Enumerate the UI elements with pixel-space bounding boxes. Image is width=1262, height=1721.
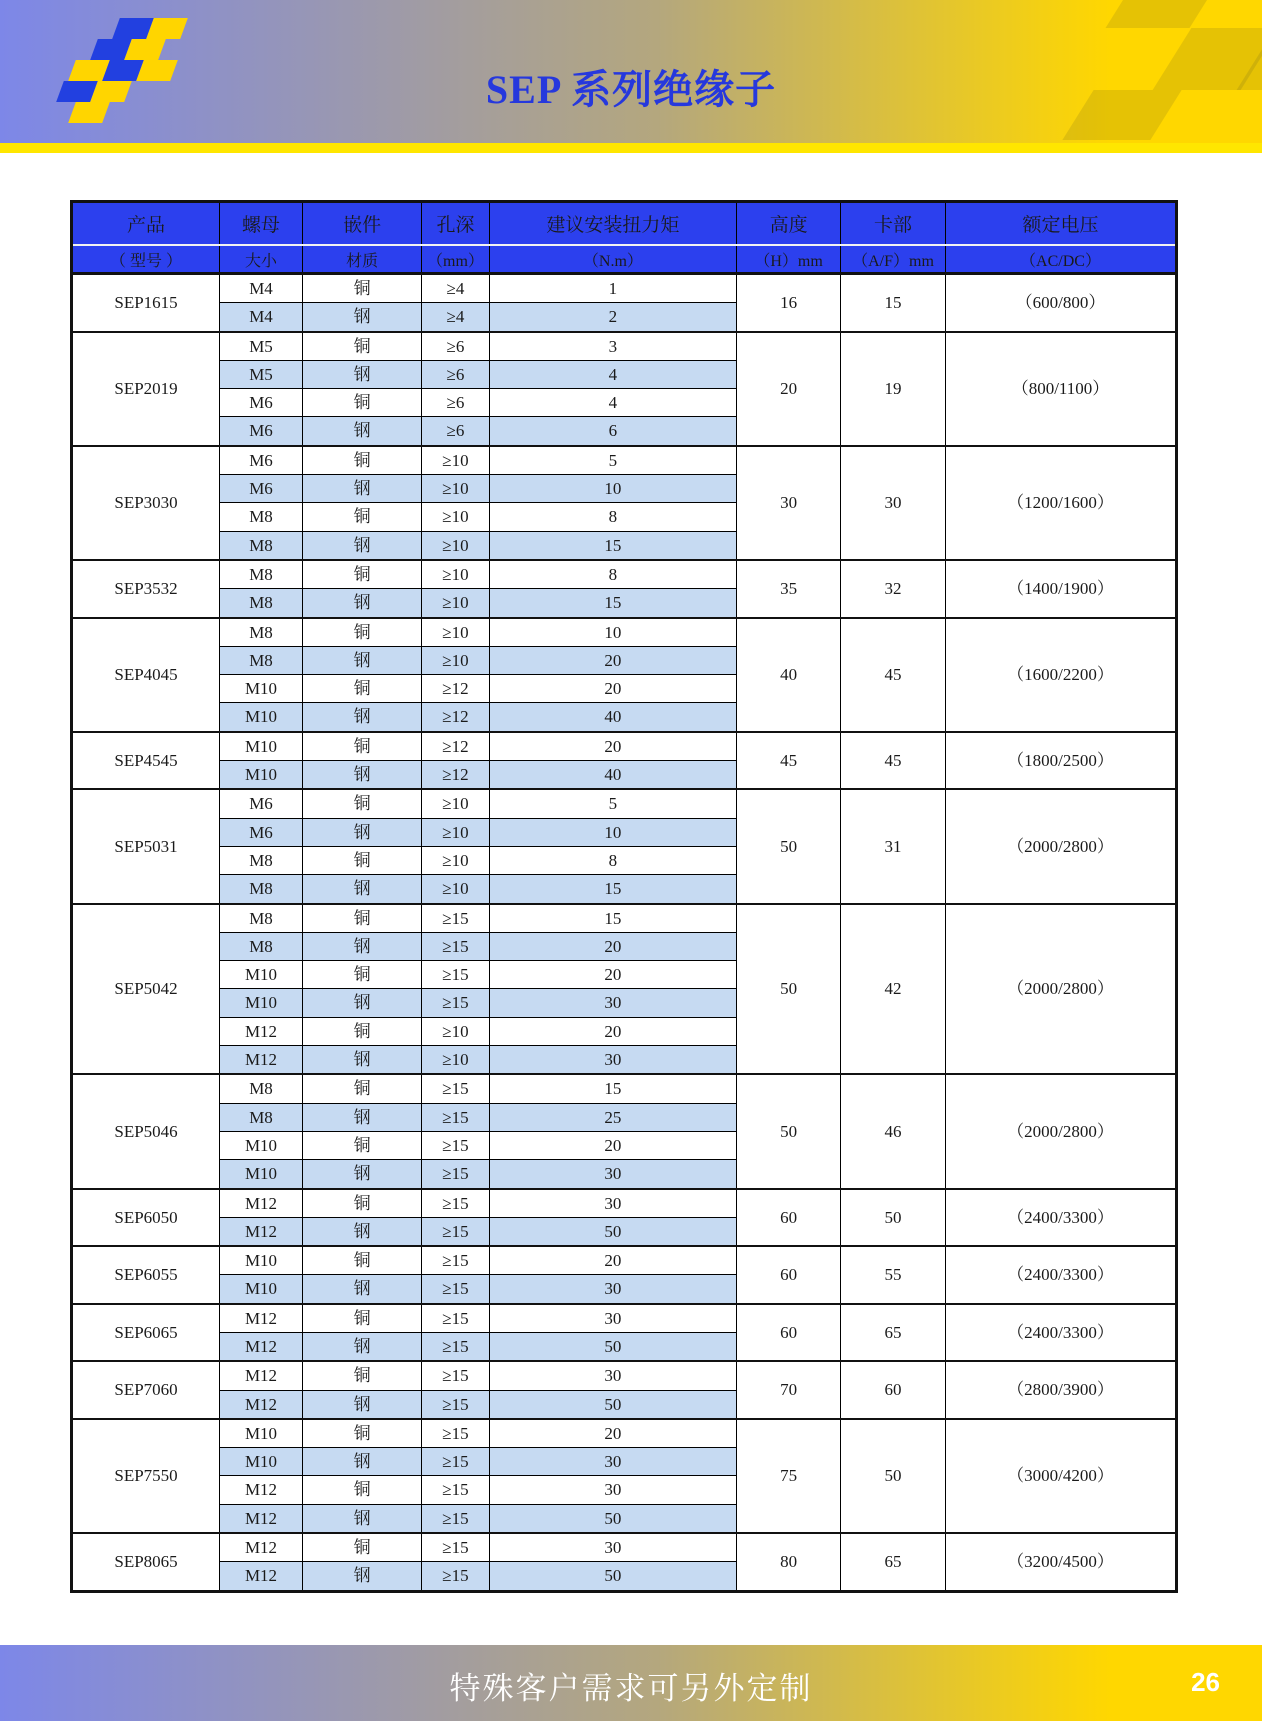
insert-material-cell: 铜 [302,1533,421,1562]
hole-depth-cell: ≥15 [422,1189,489,1218]
af-cell: 19 [841,332,946,446]
torque-cell: 30 [489,1476,737,1504]
product-model-cell: SEP6050 [72,1189,220,1247]
af-cell: 60 [841,1361,946,1419]
voltage-cell: （1800/2500） [946,732,1177,790]
spec-row [72,1533,1177,1562]
nut-size-cell: M12 [220,1390,303,1419]
height-cell: 45 [737,732,841,790]
insert-material-cell: 铜 [302,1131,421,1159]
height-cell: 35 [737,560,841,618]
spec-table [70,200,1178,1593]
hole-depth-cell: ≥12 [422,761,489,790]
voltage-cell: （1400/1900） [946,560,1177,618]
col-nut-title: 螺母 [220,202,303,246]
torque-cell: 20 [489,675,737,703]
height-cell: 40 [737,618,841,732]
nut-size-cell: M8 [220,1074,303,1103]
spec-row [72,446,1177,475]
nut-size-cell: M8 [220,560,303,589]
hole-depth-cell: ≥15 [422,1476,489,1504]
nut-size-cell: M10 [220,1160,303,1189]
insert-material-cell: 钢 [302,303,421,332]
nut-size-cell: M12 [220,1332,303,1361]
nut-size-cell: M10 [220,675,303,703]
torque-cell: 10 [489,818,737,846]
col-product-title: 产品 [72,202,220,246]
hole-depth-cell: ≥6 [422,360,489,388]
insert-material-cell: 钢 [302,417,421,446]
torque-cell: 4 [489,360,737,388]
col-depth-title: 孔深 [422,202,489,246]
insert-material-cell: 铜 [302,1476,421,1504]
table-header-row-2 [72,245,1177,274]
hole-depth-cell: ≥15 [422,1246,489,1275]
hole-depth-cell: ≥15 [422,1131,489,1159]
insert-material-cell: 钢 [302,875,421,904]
hole-depth-cell: ≥6 [422,417,489,446]
hole-depth-cell: ≥15 [422,1419,489,1448]
height-cell: 60 [737,1246,841,1304]
torque-cell: 50 [489,1332,737,1361]
af-cell: 42 [841,904,946,1075]
voltage-cell: （3000/4200） [946,1419,1177,1533]
col-insert-sub: 材质 [302,245,421,274]
col-insert-title: 嵌件 [302,202,421,246]
col-height-sub: （H）mm [737,245,841,274]
nut-size-cell: M12 [220,1476,303,1504]
nut-size-cell: M10 [220,1419,303,1448]
hole-depth-cell: ≥4 [422,274,489,303]
nut-size-cell: M12 [220,1562,303,1591]
insert-material-cell: 铜 [302,1304,421,1333]
hole-depth-cell: ≥10 [422,646,489,674]
nut-size-cell: M10 [220,703,303,732]
hole-depth-cell: ≥12 [422,732,489,761]
insert-material-cell: 钢 [302,761,421,790]
col-product-sub: （ 型号 ） [72,245,220,274]
insert-material-cell: 钢 [302,1275,421,1304]
insert-material-cell: 铜 [302,1361,421,1390]
voltage-cell: （2000/2800） [946,1074,1177,1188]
hole-depth-cell: ≥10 [422,560,489,589]
nut-size-cell: M12 [220,1017,303,1045]
nut-size-cell: M10 [220,761,303,790]
height-cell: 16 [737,274,841,332]
product-model-cell: SEP8065 [72,1533,220,1591]
footer-note: 特殊客户需求可另外定制 [449,1671,813,1706]
af-cell: 65 [841,1533,946,1591]
insert-material-cell: 铜 [302,675,421,703]
header-accent-strip [0,143,1262,153]
spec-row [72,332,1177,361]
nut-size-cell: M6 [220,789,303,818]
insert-material-cell: 钢 [302,1448,421,1476]
product-model-cell: SEP3532 [72,560,220,618]
nut-size-cell: M12 [220,1504,303,1533]
insert-material-cell: 铜 [302,846,421,874]
page-title: SEP 系列绝缘子 [485,67,777,112]
hole-depth-cell: ≥10 [422,503,489,531]
torque-cell: 10 [489,475,737,503]
nut-size-cell: M10 [220,961,303,989]
nut-size-cell: M8 [220,531,303,560]
hole-depth-cell: ≥15 [422,904,489,933]
height-cell: 20 [737,332,841,446]
hole-depth-cell: ≥15 [422,932,489,960]
nut-size-cell: M6 [220,475,303,503]
hole-depth-cell: ≥15 [422,1217,489,1246]
hole-depth-cell: ≥15 [422,1275,489,1304]
voltage-cell: （2400/3300） [946,1304,1177,1362]
nut-size-cell: M5 [220,332,303,361]
torque-cell: 30 [489,1533,737,1562]
nut-size-cell: M8 [220,932,303,960]
nut-size-cell: M4 [220,274,303,303]
hole-depth-cell: ≥15 [422,1562,489,1591]
insert-material-cell: 钢 [302,932,421,960]
insert-material-cell: 铜 [302,389,421,417]
af-cell: 65 [841,1304,946,1362]
insert-material-cell: 铜 [302,732,421,761]
hole-depth-cell: ≥6 [422,389,489,417]
insert-material-cell: 铜 [302,1017,421,1045]
torque-cell: 20 [489,1131,737,1159]
voltage-cell: （600/800） [946,274,1177,332]
torque-cell: 30 [489,1304,737,1333]
insert-material-cell: 钢 [302,646,421,674]
nut-size-cell: M4 [220,303,303,332]
insert-material-cell: 钢 [302,1504,421,1533]
height-cell: 70 [737,1361,841,1419]
hole-depth-cell: ≥12 [422,703,489,732]
af-cell: 45 [841,732,946,790]
af-cell: 50 [841,1189,946,1247]
nut-size-cell: M12 [220,1304,303,1333]
nut-size-cell: M6 [220,446,303,475]
spec-row [72,904,1177,933]
voltage-cell: （2800/3900） [946,1361,1177,1419]
torque-cell: 30 [489,1189,737,1218]
insert-material-cell: 铜 [302,961,421,989]
spec-row [72,1246,1177,1275]
spec-table-body [72,274,1177,1592]
nut-size-cell: M6 [220,417,303,446]
nut-size-cell: M10 [220,1131,303,1159]
insert-material-cell: 铜 [302,1419,421,1448]
torque-cell: 50 [489,1562,737,1591]
nut-size-cell: M8 [220,503,303,531]
nut-size-cell: M5 [220,360,303,388]
spec-row [72,274,1177,303]
torque-cell: 30 [489,1046,737,1075]
torque-cell: 4 [489,389,737,417]
col-nut-sub: 大小 [220,245,303,274]
table-header-row-1 [72,202,1177,246]
insert-material-cell: 铜 [302,1246,421,1275]
page-body [0,200,1262,1593]
torque-cell: 50 [489,1390,737,1419]
insert-material-cell: 钢 [302,1217,421,1246]
product-model-cell: SEP2019 [72,332,220,446]
torque-cell: 20 [489,1419,737,1448]
col-torque-sub: （N.m） [489,245,737,274]
nut-size-cell: M10 [220,1246,303,1275]
nut-size-cell: M10 [220,989,303,1017]
hole-depth-cell: ≥6 [422,332,489,361]
hole-depth-cell: ≥15 [422,1160,489,1189]
torque-cell: 8 [489,846,737,874]
af-cell: 32 [841,560,946,618]
hole-depth-cell: ≥15 [422,989,489,1017]
hole-depth-cell: ≥10 [422,589,489,618]
insert-material-cell: 钢 [302,1103,421,1131]
insert-material-cell: 钢 [302,989,421,1017]
col-torque-title: 建议安装扭力矩 [489,202,737,246]
height-cell: 60 [737,1189,841,1247]
col-height-title: 高度 [737,202,841,246]
torque-cell: 30 [489,989,737,1017]
af-cell: 31 [841,789,946,903]
height-cell: 80 [737,1533,841,1591]
page-header [0,0,1262,143]
torque-cell: 8 [489,503,737,531]
page-number: 26 [1191,1667,1220,1697]
hole-depth-cell: ≥15 [422,1332,489,1361]
torque-cell: 5 [489,789,737,818]
insert-material-cell: 铜 [302,332,421,361]
hole-depth-cell: ≥15 [422,961,489,989]
voltage-cell: （3200/4500） [946,1533,1177,1591]
torque-cell: 20 [489,732,737,761]
insert-material-cell: 钢 [302,531,421,560]
col-voltage-title: 额定电压 [946,202,1177,246]
insert-material-cell: 钢 [302,1046,421,1075]
nut-size-cell: M10 [220,1275,303,1304]
af-cell: 45 [841,618,946,732]
nut-size-cell: M12 [220,1217,303,1246]
nut-size-cell: M8 [220,846,303,874]
torque-cell: 30 [489,1361,737,1390]
hole-depth-cell: ≥10 [422,1046,489,1075]
hole-depth-cell: ≥10 [422,846,489,874]
spec-row [72,1189,1177,1218]
height-cell: 30 [737,446,841,560]
torque-cell: 2 [489,303,737,332]
torque-cell: 6 [489,417,737,446]
product-model-cell: SEP6055 [72,1246,220,1304]
torque-cell: 1 [489,274,737,303]
nut-size-cell: M8 [220,618,303,647]
product-model-cell: SEP5031 [72,789,220,903]
torque-cell: 15 [489,904,737,933]
product-model-cell: SEP6065 [72,1304,220,1362]
hole-depth-cell: ≥15 [422,1103,489,1131]
insert-material-cell: 钢 [302,360,421,388]
hole-depth-cell: ≥10 [422,875,489,904]
insert-material-cell: 铜 [302,274,421,303]
torque-cell: 5 [489,446,737,475]
height-cell: 50 [737,904,841,1075]
page-footer [0,1645,1262,1721]
nut-size-cell: M8 [220,589,303,618]
nut-size-cell: M12 [220,1046,303,1075]
col-voltage-sub: （AC/DC） [946,245,1177,274]
voltage-cell: （800/1100） [946,332,1177,446]
voltage-cell: （2400/3300） [946,1189,1177,1247]
torque-cell: 15 [489,531,737,560]
nut-size-cell: M10 [220,1448,303,1476]
insert-material-cell: 铜 [302,789,421,818]
torque-cell: 20 [489,1017,737,1045]
hole-depth-cell: ≥10 [422,475,489,503]
hole-depth-cell: ≥10 [422,818,489,846]
spec-row [72,732,1177,761]
af-cell: 30 [841,446,946,560]
nut-size-cell: M8 [220,646,303,674]
product-model-cell: SEP1615 [72,274,220,332]
af-cell: 50 [841,1419,946,1533]
product-model-cell: SEP3030 [72,446,220,560]
height-cell: 50 [737,1074,841,1188]
voltage-cell: （2400/3300） [946,1246,1177,1304]
hole-depth-cell: ≥10 [422,531,489,560]
spec-row [72,1074,1177,1103]
spec-row [72,789,1177,818]
product-model-cell: SEP7550 [72,1419,220,1533]
torque-cell: 20 [489,961,737,989]
hole-depth-cell: ≥15 [422,1390,489,1419]
product-model-cell: SEP4045 [72,618,220,732]
spec-row [72,1419,1177,1448]
torque-cell: 15 [489,589,737,618]
nut-size-cell: M12 [220,1361,303,1390]
insert-material-cell: 钢 [302,589,421,618]
hole-depth-cell: ≥10 [422,618,489,647]
insert-material-cell: 钢 [302,818,421,846]
hole-depth-cell: ≥10 [422,446,489,475]
product-model-cell: SEP7060 [72,1361,220,1419]
voltage-cell: （1200/1600） [946,446,1177,560]
torque-cell: 20 [489,646,737,674]
torque-cell: 30 [489,1275,737,1304]
torque-cell: 30 [489,1448,737,1476]
insert-material-cell: 铜 [302,904,421,933]
nut-size-cell: M12 [220,1533,303,1562]
insert-material-cell: 钢 [302,1160,421,1189]
spec-row [72,560,1177,589]
insert-material-cell: 铜 [302,503,421,531]
insert-material-cell: 钢 [302,1332,421,1361]
insert-material-cell: 铜 [302,618,421,647]
height-cell: 60 [737,1304,841,1362]
hole-depth-cell: ≥10 [422,789,489,818]
torque-cell: 10 [489,618,737,647]
torque-cell: 20 [489,932,737,960]
insert-material-cell: 铜 [302,1074,421,1103]
af-cell: 15 [841,274,946,332]
hole-depth-cell: ≥15 [422,1448,489,1476]
torque-cell: 15 [489,1074,737,1103]
nut-size-cell: M6 [220,818,303,846]
af-cell: 55 [841,1246,946,1304]
torque-cell: 15 [489,875,737,904]
spec-row [72,618,1177,647]
col-af-sub: （A/F）mm [841,245,946,274]
voltage-cell: （2000/2800） [946,904,1177,1075]
spec-row [72,1304,1177,1333]
hole-depth-cell: ≥12 [422,675,489,703]
height-cell: 75 [737,1419,841,1533]
torque-cell: 25 [489,1103,737,1131]
col-depth-sub: （mm） [422,245,489,274]
nut-size-cell: M12 [220,1189,303,1218]
nut-size-cell: M10 [220,732,303,761]
torque-cell: 3 [489,332,737,361]
insert-material-cell: 铜 [302,1189,421,1218]
torque-cell: 50 [489,1504,737,1533]
torque-cell: 8 [489,560,737,589]
hole-depth-cell: ≥4 [422,303,489,332]
voltage-cell: （1600/2200） [946,618,1177,732]
torque-cell: 40 [489,703,737,732]
voltage-cell: （2000/2800） [946,789,1177,903]
spec-row [72,1361,1177,1390]
product-model-cell: SEP4545 [72,732,220,790]
nut-size-cell: M8 [220,875,303,904]
col-af-title: 卡部 [841,202,946,246]
torque-cell: 40 [489,761,737,790]
torque-cell: 20 [489,1246,737,1275]
hole-depth-cell: ≥15 [422,1533,489,1562]
hole-depth-cell: ≥15 [422,1504,489,1533]
hole-depth-cell: ≥10 [422,1017,489,1045]
insert-material-cell: 铜 [302,560,421,589]
hole-depth-cell: ≥15 [422,1361,489,1390]
insert-material-cell: 钢 [302,1562,421,1591]
nut-size-cell: M6 [220,389,303,417]
af-cell: 46 [841,1074,946,1188]
hole-depth-cell: ≥15 [422,1074,489,1103]
nut-size-cell: M8 [220,1103,303,1131]
nut-size-cell: M8 [220,904,303,933]
insert-material-cell: 钢 [302,703,421,732]
insert-material-cell: 钢 [302,1390,421,1419]
height-cell: 50 [737,789,841,903]
insert-material-cell: 铜 [302,446,421,475]
hole-depth-cell: ≥15 [422,1304,489,1333]
product-model-cell: SEP5042 [72,904,220,1075]
insert-material-cell: 钢 [302,475,421,503]
torque-cell: 50 [489,1217,737,1246]
torque-cell: 30 [489,1160,737,1189]
product-model-cell: SEP5046 [72,1074,220,1188]
